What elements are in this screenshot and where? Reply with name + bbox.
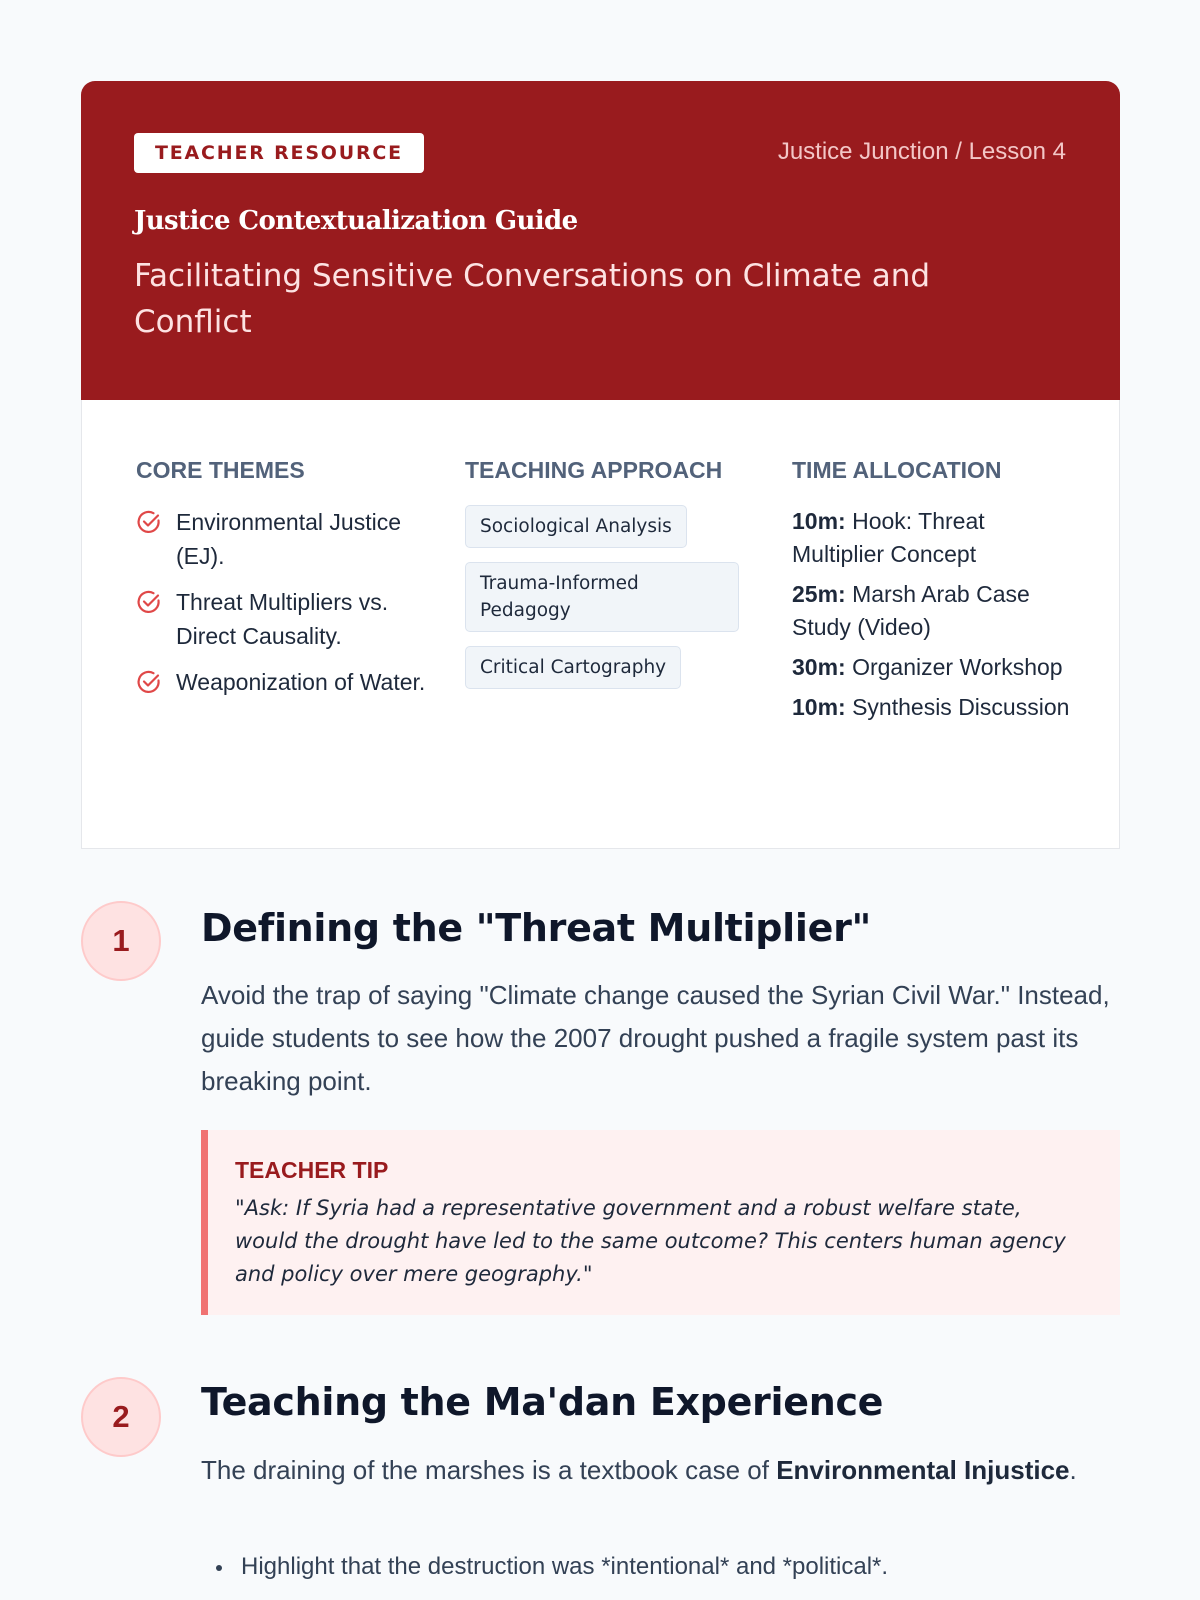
check-circle-icon [136,589,162,615]
theme-label: Weaponization of Water. [176,669,426,695]
theme-item [136,585,426,653]
section-2 [81,1377,1120,1600]
teaching-approach-column [465,455,755,703]
approach-tag: Sociological Analysis [465,505,687,548]
tip-quote: "Ask: If Syria had a representative government and a robust welfare state, would the drought have led to the same outcome? This centers human agency and policy over mere geography." [235,1196,1066,1286]
bullet-text: Highlight that the destruction was *intentional* and *political*. [241,1553,889,1580]
teaching-approach-heading: TEACHING APPROACH [465,457,723,483]
breadcrumb[interactable]: Justice Junction / Lesson 4 [777,138,1066,165]
time-duration: 10m: [792,508,846,534]
core-themes-column [136,455,426,711]
section-text-emphasis: Environmental Injustice [776,1455,1070,1485]
theme-item [136,665,426,699]
time-allocation-heading: TIME ALLOCATION [792,457,1002,483]
time-duration: 10m: [792,694,846,720]
tip-heading: TEACHER TIP [235,1157,389,1183]
section-text [201,1449,1120,1492]
time-activity: Hook: Threat Multiplier Concept [792,508,985,567]
theme-label: Environmental Justice (EJ). [176,509,401,569]
section-title: Defining the "Threat Multiplier" [201,906,872,950]
section-text: Avoid the trap of saying "Climate change caused the Syrian Civil War." Instead, guide students to see how the 2007 drought pushed a fragile system past its breaking point. [201,980,1110,1096]
time-allocation-column [792,455,1082,731]
check-circle-icon [136,509,162,535]
time-duration: 25m: [792,581,846,607]
teacher-tip [201,1130,1120,1315]
check-circle-icon [136,669,162,695]
time-item [792,578,1082,644]
time-item [792,651,1082,684]
time-activity: Marsh Arab Case Study (Video) [792,581,1030,640]
time-item [792,691,1082,724]
time-duration: 30m: [792,654,846,680]
theme-item [136,505,426,573]
section-title: Teaching the Ma'dan Experience [201,1380,884,1424]
time-activity: Organizer Workshop [852,654,1063,680]
hero-banner [81,81,1120,400]
approach-tag: Trauma-Informed Pedagogy [465,562,739,632]
section-1 [81,901,1120,1321]
time-item [792,505,1082,571]
approach-tag: Critical Cartography [465,646,681,689]
list-item [201,1551,1120,1583]
theme-label: Threat Multipliers vs. Direct Causality. [176,589,389,649]
core-themes-heading: CORE THEMES [136,457,305,483]
page-title: Facilitating Sensitive Conversations on Climate and Conflict [134,258,931,340]
section-number: 2 [81,1377,161,1457]
lesson-header-card [81,81,1120,849]
section-number: 1 [81,901,161,981]
resource-badge: TEACHER RESOURCE [134,133,424,173]
time-activity: Synthesis Discussion [852,694,1070,720]
guide-title: Justice Contextualization Guide [134,206,578,236]
section-text-part: . [1069,1455,1077,1485]
section-text-part: The draining of the marshes is a textbook case of [201,1455,777,1485]
lesson-meta-panel [81,400,1120,849]
